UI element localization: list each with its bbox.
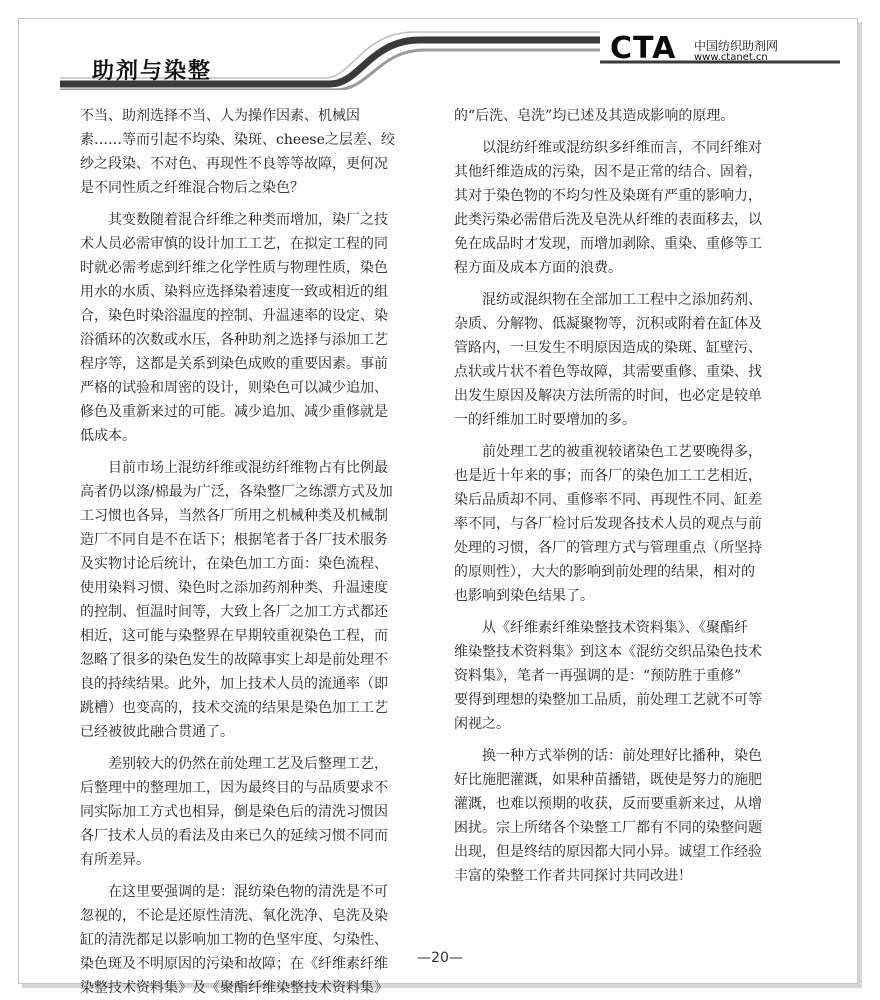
paragraph: 不当、助剂选择不当、人为操作因素、机械因 素……等而引起不均染、染斑、cheese之层差、绞 纱之段染、不对色、再现性不良等等故障，更何况 是不同性质之纤维混合物后之染色？ xyxy=(80,108,395,196)
logo-mark: CTA xyxy=(610,31,677,66)
page-number: —20— xyxy=(417,950,463,966)
paragraph: 换一种方式举例的话：前处理好比播种，染色 好比施肥灌溉，如果种苗播错，既使是努力的施肥 灌溉，也难以预期的收获，反而要重新来过，从增 困扰。宗上所绪各个染整工厂都有不同的染整问题 出现，但是终结的原因都大同小异。诚望工作经验 丰富的染整工作者共同探讨共同改进！ xyxy=(454,748,762,884)
paragraph: 在这里要强调的是：混纺染色物的清洗是不可 忽视的，不论是还原性清洗、氧化洗净、皂洗及染 缸的清洗都足以影响加工物的色坚牢度、匀染性、 染色斑及不明原因的污染和故障；在《纤维素纤维 染整技术资料集》及《聚酯纤维染整技术资料集》 xyxy=(80,884,388,996)
paragraph: 其变数随着混合纤维之种类而增加，染厂之技 术人员必需审慎的设计加工工艺，在拟定工程的同 时就必需考虑到纤维之化学性质与物理性质，染色 用水的水质、染料应选择染着速度一致或相近的组 合，染色时染浴温度的控制、升温速率的设定、染 浴循环的次数或水压，各种助剂之选择与添加工艺 程序等，这都是关系到染色成败的重要因素。事前 严格的试验和周密的设计，则染色可以减少追加、 修色及重新来过的可能。减少追加、减少重修就是 低成本。 xyxy=(80,212,388,444)
logo-url: www.ctanet.cn xyxy=(694,52,768,63)
paragraph: 目前市场上混纺纤维或混纺纤维物占有比例最 高者仍以涤/棉最为广泛，各染整厂之练漂方式及加 工习惯也各异，当然各厂所用之机械种类及机械制 造厂不同自是不在话下；根据笔者于各厂技术服务 及实物讨论后统计，在染色加工方面：染色流程、 使用染料习惯、染色时之添加药剂种类、升温速度 的控制、恒温时间等，大致上各厂之加工方式都还 相近，这可能与染整界在早期较重视染色工程，而 忽略了很多的染色发生的故障事实上却是前处理不 良的持续结果。此外，加上技术人员的流通率（即 跳槽）也变高的，技术交流的结果是染色加工工艺 已经被彼此融合贯通了。 xyxy=(80,460,393,740)
paragraph: 以混纺纤维或混纺织多纤维而言，不同纤维对 其他纤维造成的污染，因不是正常的结合、固着， 其对于染色物的不均匀性及染斑有严重的影响力， 此类污染必需借后洗及皂洗从纤维的表面移去，以 免在成品时才发现，而增加剥除、重染、重修等工 程方面及成本方面的浪费。 xyxy=(454,140,762,276)
paragraph: 前处理工艺的被重视较诸染色工艺要晚得多， 也是近十年来的事；而各厂的染色加工工艺相近， 染后品质却不同、重修率不同、再现性不同、缸差 率不同，与各厂检讨后发现各技术人员的观点与前 处理的习惯，各厂的管理方式与管理重点（所坚持 的原则性），大大的影响到前处理的结果，相对的 也影响到染色结果了。 xyxy=(454,444,762,604)
paragraph: 混纺或混织物在全部加工工程中之添加药剂、 杂质、分解物、低凝聚物等，沉积或附着在缸体及 管路内，一旦发生不明原因造成的染斑、缸壁污、 点状或片状不着色等故障，其需要重修、重染、找 出发生原因及解决方法所需的时间，也必定是较单 一的纤维加工时要增加的多。 xyxy=(454,292,762,428)
paragraph: 差别较大的仍然在前处理工艺及后整理工艺， 后整理中的整理加工，因为最终目的与品质要求不 同实际加工方式也相异，倒是染色后的清洗习惯因 各厂技术人员的看法及由来已久的延续习惯不同而 有所差异。 xyxy=(80,756,388,868)
logo-name: 中国纺织助剂网 xyxy=(694,39,779,53)
paragraph: 从《纤维素纤维染整技术资料集》、《聚酯纤 维染整技术资料集》到这本《混纺交织品染色技术 资料集》，笔者一再强调的是：“预防胜于重修” 要得到理想的染整加工品质，前处理工艺就不可等 闲视之。 xyxy=(454,620,762,732)
section-title: 助剂与染整 xyxy=(92,59,213,84)
page-header xyxy=(0,0,880,90)
left-column xyxy=(80,104,434,1000)
paragraph: 的“后洗、皂洗”均已述及其造成影响的原理。 xyxy=(454,108,735,124)
right-column xyxy=(454,104,808,888)
